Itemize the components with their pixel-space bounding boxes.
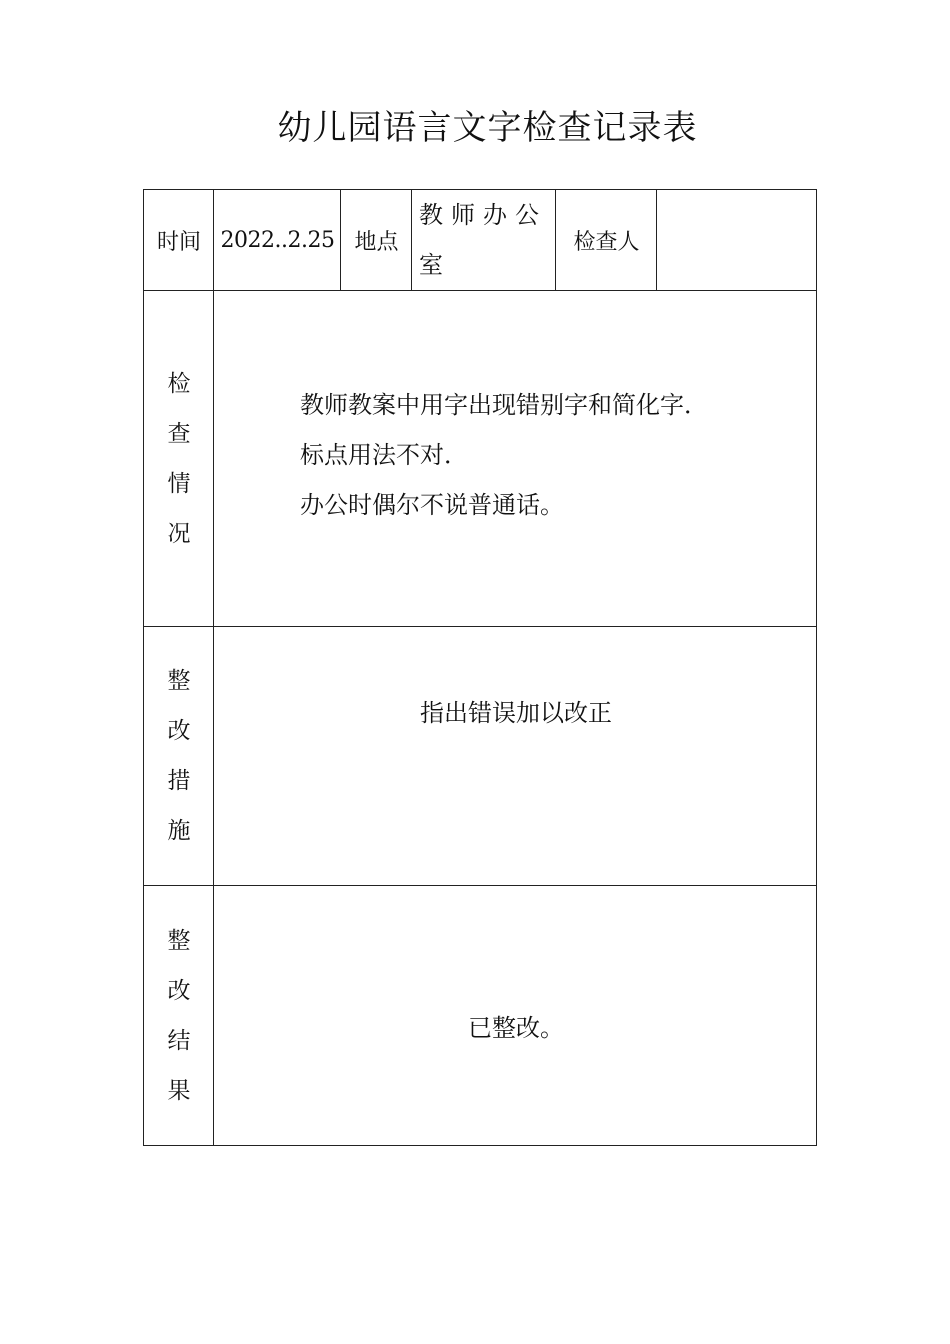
inspector-value xyxy=(657,190,818,290)
label-char: 整 xyxy=(167,927,191,954)
time-value: 2022..2.25 xyxy=(220,227,335,253)
record-table xyxy=(143,189,817,1146)
label-char: 改 xyxy=(167,977,191,1004)
measures-text: 指出错误加以改正 xyxy=(420,699,612,727)
inspection-label xyxy=(144,291,214,626)
label-char: 施 xyxy=(167,818,191,844)
inspection-findings xyxy=(300,380,708,530)
label-char: 情 xyxy=(167,470,191,497)
page-title: 幼儿园语言文字检查记录表 xyxy=(277,108,698,148)
result-text: 已整改。 xyxy=(468,1014,564,1042)
label-char: 结 xyxy=(167,1027,191,1054)
finding-line: 教师教案中用字出现错别字和简化字． xyxy=(300,391,708,419)
finding-line: 标点用法不对． xyxy=(300,441,468,469)
row-divider xyxy=(144,885,816,886)
row-divider xyxy=(144,290,816,291)
label-char: 况 xyxy=(167,520,191,547)
label-char: 查 xyxy=(167,420,191,447)
label-char: 整 xyxy=(167,668,191,694)
row-divider xyxy=(144,626,816,627)
label-char: 检 xyxy=(167,370,191,397)
label-char: 果 xyxy=(167,1077,191,1104)
place-value: 教师办公室 xyxy=(419,201,547,279)
inspector-label: 检查人 xyxy=(573,229,640,255)
label-char: 措 xyxy=(167,768,191,794)
place-label: 地点 xyxy=(354,229,399,255)
time-label: 时间 xyxy=(156,229,201,255)
measures-label xyxy=(144,627,214,885)
label-char: 改 xyxy=(167,718,191,744)
finding-line: 办公时偶尔不说普通话。 xyxy=(300,491,564,519)
result-label xyxy=(144,886,214,1145)
